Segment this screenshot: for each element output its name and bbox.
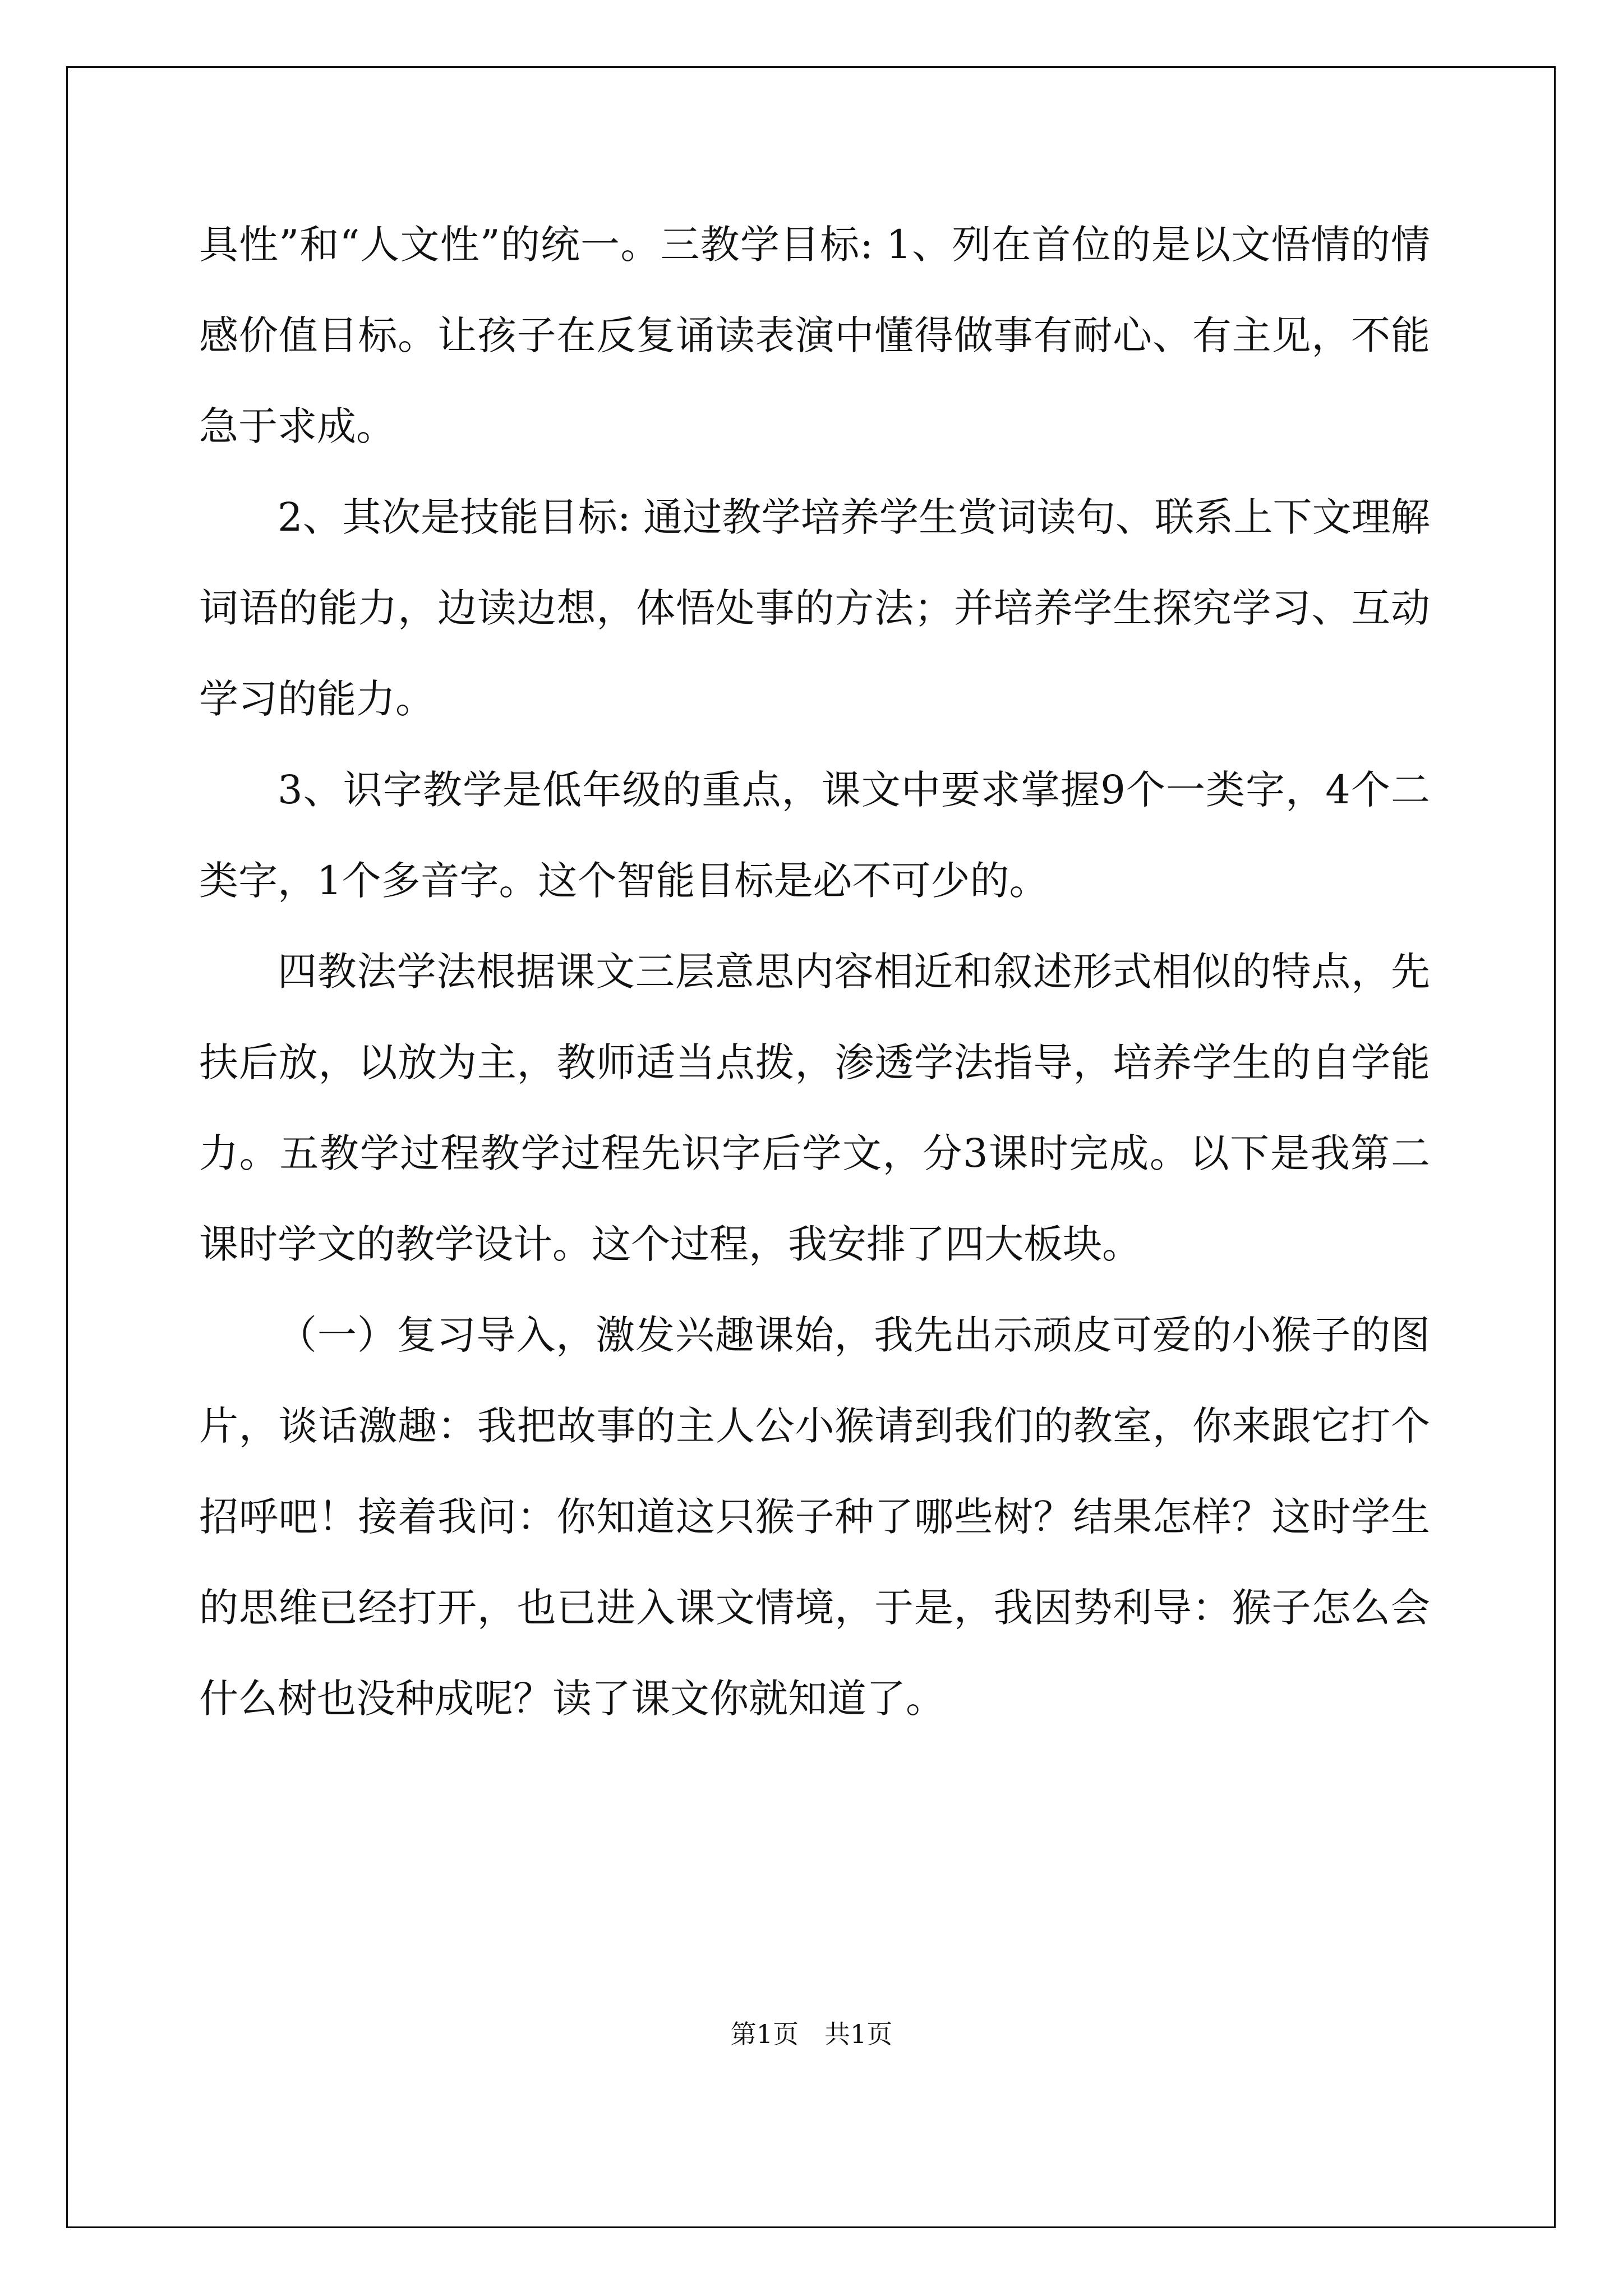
paragraph-1: 具性”和“人文性”的统一。三教学目标: 1、列在首位的是以文悟情的情感价值目标。让孩子在反复诵读表演中懂得做事有耐心、有主见，不能急于求成。	[199, 222, 1430, 449]
paragraph-2: 2、其次是技能目标: 通过教学培养学生赏词读句、联系上下文理解词语的能力，边读边想，体悟处事的方法；并培养学生探究学习、互动学习的能力。	[199, 494, 1430, 722]
paragraph-4: 四教法学法根据课文三层意思内容相近和叙述形式相似的特点，先扶后放，以放为主，教师适当点拨，渗透学法指导，培养学生的自学能力。五教学过程教学过程先识字后学文，分3课时完成。以下是我第二课时学文的教学设计。这个过程，我安排了四大板块。	[199, 949, 1430, 1267]
document-body	[199, 199, 1430, 1744]
page-footer: 第1页 共1页	[730, 2019, 893, 2049]
paragraph-5: （一）复习导入，激发兴趣课始，我先出示顽皮可爱的小猴子的图片，谈话激趣：我把故事的主人公小猴请到我们的教室，你来跟它打个招呼吧！接着我问：你知道这只猴子种了哪些树？结果怎样？这时学生的思维已经打开，也已进入课文情境，于是，我因势利导：猴子怎么会什么树也没种成呢？读了课文你就知道了。	[199, 1312, 1430, 1722]
paragraph-3: 3、识字教学是低年级的重点，课文中要求掌握9个一类字，4个二类字，1个多音字。这个智能目标是必不可少的。	[199, 767, 1430, 904]
